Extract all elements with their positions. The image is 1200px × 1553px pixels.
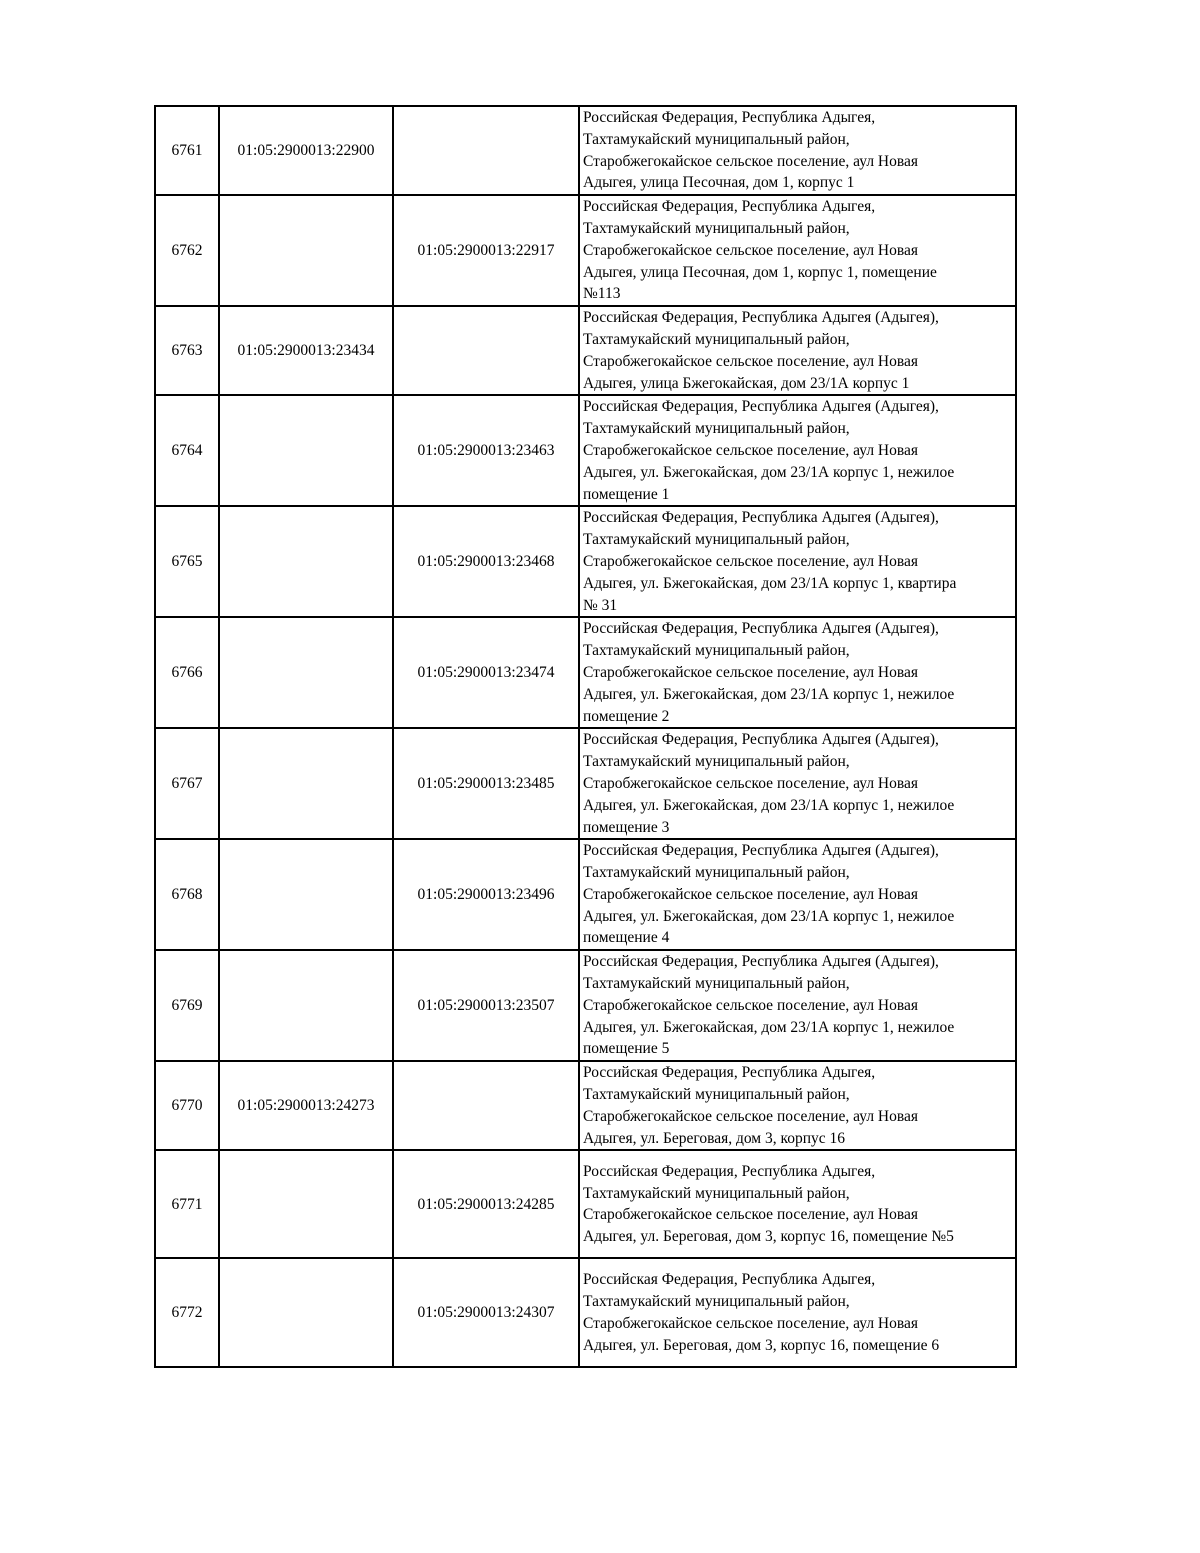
address-line: помещение 1 bbox=[583, 485, 670, 503]
cadastral-number-building bbox=[219, 1150, 393, 1258]
cadastral-number-building bbox=[219, 1258, 393, 1367]
address-cell bbox=[579, 1258, 1016, 1367]
address-line: Старобжегокайское сельское поселение, аул Новая bbox=[583, 885, 918, 903]
cadastral-number-premise bbox=[393, 306, 579, 395]
cadastral-number-building: 01:05:2900013:22900 bbox=[219, 106, 393, 195]
row-number: 6761 bbox=[155, 106, 219, 195]
address-line: помещение 4 bbox=[583, 929, 670, 947]
address-line: Тахтамукайский муниципальный район, bbox=[583, 1086, 850, 1104]
address-line: Старобжегокайское сельское поселение, аул Новая bbox=[583, 152, 918, 170]
row-number: 6768 bbox=[155, 839, 219, 950]
address-line: Тахтамукайский муниципальный район, bbox=[583, 130, 850, 148]
table-row bbox=[155, 395, 1016, 506]
cadastral-number-premise: 01:05:2900013:24307 bbox=[393, 1258, 579, 1367]
address-line: Адыгея, ул. Бжегокайская, дом 23/1А корпус 1, нежилое bbox=[583, 796, 955, 814]
cadastral-number-premise: 01:05:2900013:23507 bbox=[393, 950, 579, 1061]
address-cell bbox=[579, 506, 1016, 617]
address-line: Российская Федерация, Республика Адыгея (Адыгея), bbox=[583, 398, 939, 416]
address-line: Старобжегокайское сельское поселение, аул Новая bbox=[583, 1206, 918, 1224]
address-line: № 31 bbox=[583, 596, 618, 614]
address-line: помещение 3 bbox=[583, 818, 670, 836]
address-line: Адыгея, ул. Бжегокайская, дом 23/1А корпус 1, нежилое bbox=[583, 1018, 955, 1036]
row-number: 6765 bbox=[155, 506, 219, 617]
address-line: Старобжегокайское сельское поселение, аул Новая bbox=[583, 552, 918, 570]
address-line: Старобжегокайское сельское поселение, аул Новая bbox=[583, 241, 918, 259]
address-line: помещение 2 bbox=[583, 707, 670, 725]
address-line: Тахтамукайский муниципальный район, bbox=[583, 1293, 850, 1311]
cadastral-number-building bbox=[219, 395, 393, 506]
address-line: Тахтамукайский муниципальный район, bbox=[583, 1184, 850, 1202]
cadastral-number-premise: 01:05:2900013:23463 bbox=[393, 395, 579, 506]
table-row bbox=[155, 1258, 1016, 1367]
cadastral-number-building: 01:05:2900013:24273 bbox=[219, 1061, 393, 1150]
cadastral-number-premise: 01:05:2900013:24285 bbox=[393, 1150, 579, 1258]
cadastral-number-building: 01:05:2900013:23434 bbox=[219, 306, 393, 395]
address-line: Тахтамукайский муниципальный район, bbox=[583, 420, 850, 438]
row-number: 6772 bbox=[155, 1258, 219, 1367]
address-line: Тахтамукайский муниципальный район, bbox=[583, 975, 850, 993]
address-cell bbox=[579, 395, 1016, 506]
table-row bbox=[155, 106, 1016, 195]
address-line: Российская Федерация, Республика Адыгея, bbox=[583, 1271, 876, 1289]
address-line: Российская Федерация, Республика Адыгея (Адыгея), bbox=[583, 620, 939, 638]
address-line: Адыгея, ул. Бжегокайская, дом 23/1А корпус 1, нежилое bbox=[583, 907, 955, 925]
table-row bbox=[155, 1150, 1016, 1258]
address-cell bbox=[579, 617, 1016, 728]
address-line: Адыгея, улица Бжегокайская, дом 23/1А корпус 1 bbox=[583, 374, 910, 392]
cadastral-number-premise: 01:05:2900013:23468 bbox=[393, 506, 579, 617]
address-line: Российская Федерация, Республика Адыгея, bbox=[583, 1162, 876, 1180]
address-line: Старобжегокайское сельское поселение, аул Новая bbox=[583, 1107, 918, 1125]
table-row bbox=[155, 839, 1016, 950]
row-number: 6769 bbox=[155, 950, 219, 1061]
address-line: Тахтамукайский муниципальный район, bbox=[583, 864, 850, 882]
address-line: Тахтамукайский муниципальный район, bbox=[583, 642, 850, 660]
address-line: Тахтамукайский муниципальный район, bbox=[583, 753, 850, 771]
registry-table-body bbox=[155, 106, 1016, 1367]
address-line: Адыгея, ул. Бжегокайская, дом 23/1А корпус 1, нежилое bbox=[583, 685, 955, 703]
address-line: Адыгея, ул. Береговая, дом 3, корпус 16, помещение 6 bbox=[583, 1336, 940, 1354]
row-number: 6762 bbox=[155, 195, 219, 306]
address-cell bbox=[579, 306, 1016, 395]
address-line: Старобжегокайское сельское поселение, аул Новая bbox=[583, 441, 918, 459]
address-cell bbox=[579, 195, 1016, 306]
row-number: 6766 bbox=[155, 617, 219, 728]
row-number: 6767 bbox=[155, 728, 219, 839]
address-line: Старобжегокайское сельское поселение, аул Новая bbox=[583, 352, 918, 370]
address-line: Российская Федерация, Республика Адыгея, bbox=[583, 198, 876, 216]
address-line: №113 bbox=[583, 285, 621, 303]
cadastral-number-premise: 01:05:2900013:23474 bbox=[393, 617, 579, 728]
table-row bbox=[155, 617, 1016, 728]
address-line: Адыгея, ул. Бжегокайская, дом 23/1А корпус 1, квартира bbox=[583, 574, 957, 592]
address-line: Старобжегокайское сельское поселение, аул Новая bbox=[583, 663, 918, 681]
table-row bbox=[155, 506, 1016, 617]
address-line: Российская Федерация, Республика Адыгея (Адыгея), bbox=[583, 731, 939, 749]
address-cell bbox=[579, 839, 1016, 950]
address-cell bbox=[579, 1061, 1016, 1150]
address-line: Старобжегокайское сельское поселение, аул Новая bbox=[583, 774, 918, 792]
address-cell bbox=[579, 950, 1016, 1061]
address-line: Российская Федерация, Республика Адыгея, bbox=[583, 109, 876, 126]
row-number: 6763 bbox=[155, 306, 219, 395]
row-number: 6764 bbox=[155, 395, 219, 506]
address-line: Российская Федерация, Республика Адыгея (Адыгея), bbox=[583, 842, 939, 860]
address-line: Российская Федерация, Республика Адыгея (Адыгея), bbox=[583, 953, 939, 971]
address-line: Российская Федерация, Республика Адыгея (Адыгея), bbox=[583, 309, 939, 327]
cadastral-number-premise bbox=[393, 106, 579, 195]
address-line: Адыгея, ул. Береговая, дом 3, корпус 16, помещение №5 bbox=[583, 1228, 954, 1246]
address-line: Старобжегокайское сельское поселение, аул Новая bbox=[583, 996, 918, 1014]
row-number: 6770 bbox=[155, 1061, 219, 1150]
cadastral-number-building bbox=[219, 839, 393, 950]
cadastral-number-building bbox=[219, 950, 393, 1061]
address-line: помещение 5 bbox=[583, 1040, 670, 1058]
cadastral-number-building bbox=[219, 617, 393, 728]
registry-table bbox=[154, 105, 1017, 1368]
table-row bbox=[155, 950, 1016, 1061]
row-number: 6771 bbox=[155, 1150, 219, 1258]
address-line: Адыгея, улица Песочная, дом 1, корпус 1 bbox=[583, 174, 855, 192]
address-line: Тахтамукайский муниципальный район, bbox=[583, 219, 850, 237]
address-line: Адыгея, улица Песочная, дом 1, корпус 1, помещение bbox=[583, 263, 937, 281]
address-line: Российская Федерация, Республика Адыгея, bbox=[583, 1064, 876, 1082]
cadastral-number-building bbox=[219, 195, 393, 306]
address-cell bbox=[579, 106, 1016, 195]
table-row bbox=[155, 306, 1016, 395]
cadastral-number-building bbox=[219, 728, 393, 839]
table-row bbox=[155, 1061, 1016, 1150]
table-row bbox=[155, 728, 1016, 839]
address-line: Старобжегокайское сельское поселение, аул Новая bbox=[583, 1314, 918, 1332]
address-line: Российская Федерация, Республика Адыгея (Адыгея), bbox=[583, 509, 939, 527]
cadastral-number-premise bbox=[393, 1061, 579, 1150]
table-row bbox=[155, 195, 1016, 306]
address-cell bbox=[579, 728, 1016, 839]
address-line: Тахтамукайский муниципальный район, bbox=[583, 531, 850, 549]
address-line: Адыгея, ул. Береговая, дом 3, корпус 16 bbox=[583, 1129, 846, 1147]
address-cell bbox=[579, 1150, 1016, 1258]
address-line: Тахтамукайский муниципальный район, bbox=[583, 330, 850, 348]
cadastral-number-premise: 01:05:2900013:23485 bbox=[393, 728, 579, 839]
cadastral-number-premise: 01:05:2900013:22917 bbox=[393, 195, 579, 306]
cadastral-number-premise: 01:05:2900013:23496 bbox=[393, 839, 579, 950]
address-line: Адыгея, ул. Бжегокайская, дом 23/1А корпус 1, нежилое bbox=[583, 463, 955, 481]
cadastral-number-building bbox=[219, 506, 393, 617]
